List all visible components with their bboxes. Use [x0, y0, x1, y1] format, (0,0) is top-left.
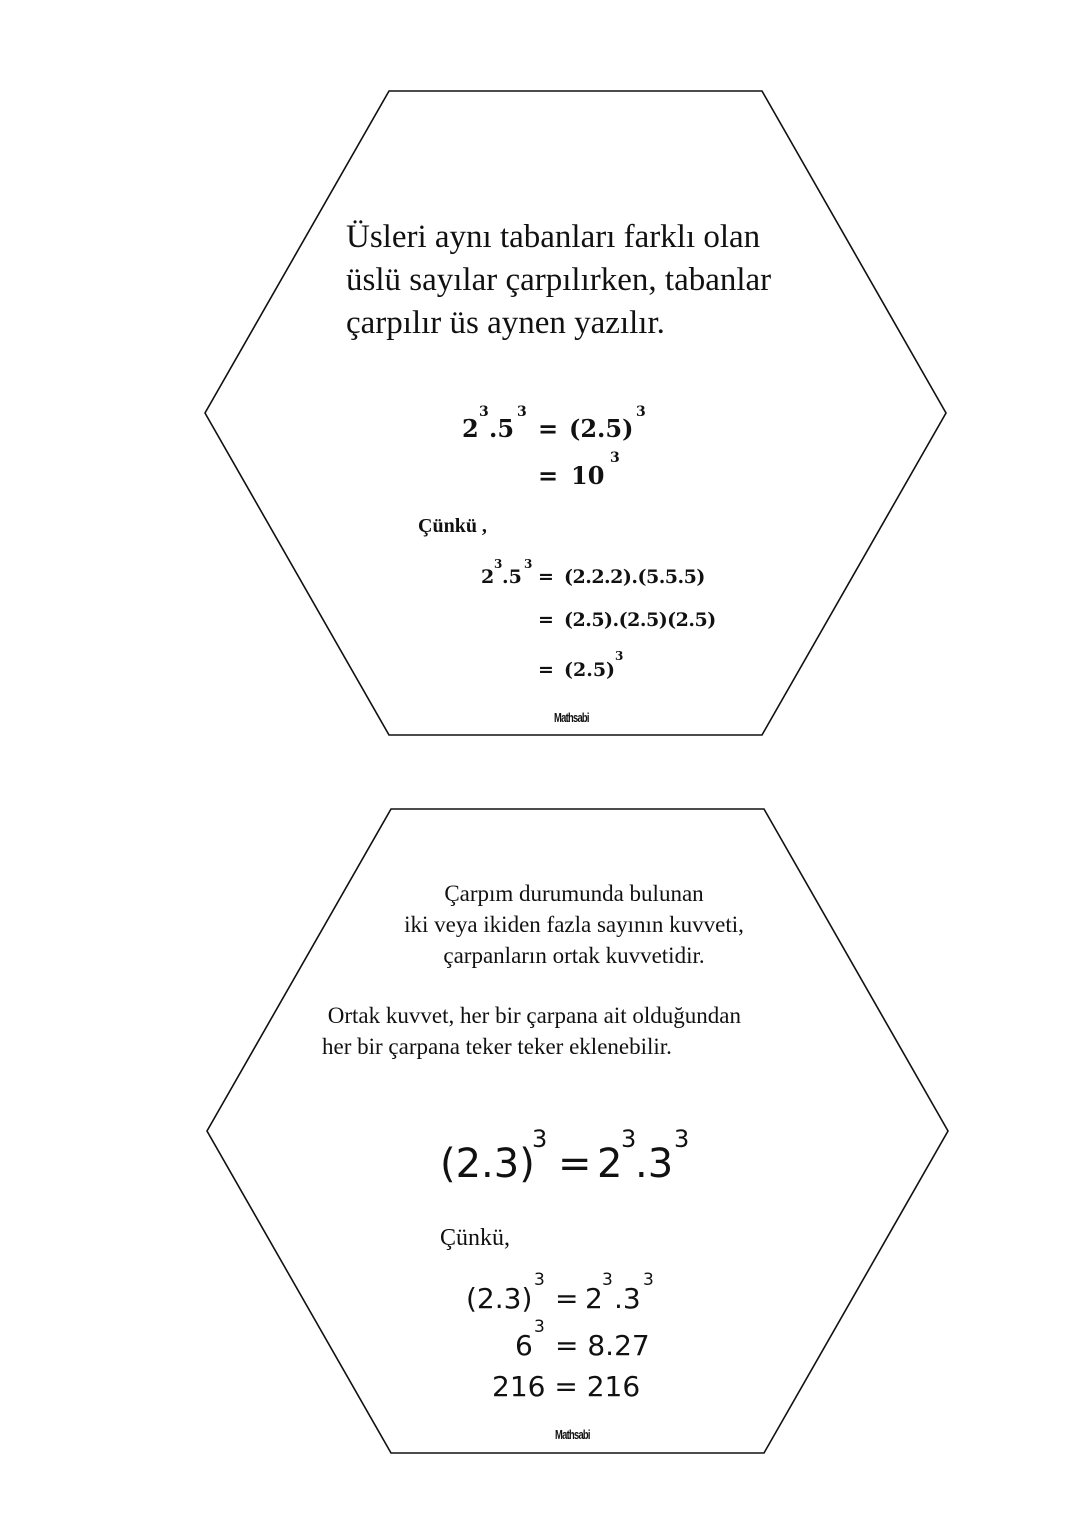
c2-eq1-equals: = — [555, 1282, 579, 1315]
eq3-base-a: 2 — [481, 566, 495, 588]
eq2-rhs-exp: 3 — [610, 450, 620, 466]
eq3-equals: = — [538, 566, 554, 588]
c2-eq1-lhs-exp: 3 — [534, 1270, 545, 1290]
card2-paragraph2-line-1: Ortak kuvvet, her bir çarpana ait olduğundan — [322, 1003, 741, 1028]
eq3-exp-a: 3 — [494, 557, 503, 571]
card1-paragraph-line-2: üslü sayılar çarpılırken, tabanlar — [346, 262, 772, 298]
eq1-exp-a: 3 — [479, 404, 489, 420]
big-eq-equals: = — [558, 1141, 592, 1187]
eq3-exp-b: 3 — [524, 557, 533, 571]
big-eq-lhs: (2.3) — [440, 1141, 535, 1187]
eq1-exp-b: 3 — [517, 404, 527, 420]
card1-paragraph-line-1: Üsleri aynı tabanları farklı olan — [346, 219, 761, 255]
big-eq-rhs-a-exp: 3 — [621, 1125, 637, 1153]
c2-eq1-rhs-b: .3 — [614, 1282, 641, 1315]
c2-eq1-rhs-a: 2 — [585, 1282, 603, 1315]
card2-watermark: Mathsabi — [555, 1427, 590, 1442]
eq1-equals: = — [538, 414, 559, 443]
card2-paragraph1-line-2: iki veya ikiden fazla sayının kuvveti, — [404, 912, 744, 937]
big-eq-rhs-b: .3 — [635, 1141, 674, 1187]
big-eq-lhs-exp: 3 — [532, 1125, 548, 1153]
c2-eq2-lhs-exp: 3 — [534, 1317, 545, 1337]
card1-cunku-label: Çünkü , — [418, 515, 487, 537]
card2-paragraph1-line-3: çarpanların ortak kuvvetidir. — [443, 943, 705, 968]
card2-paragraph1-line-1: Çarpım durumunda bulunan — [444, 881, 704, 906]
card2-cunku-label: Çünkü, — [440, 1225, 511, 1251]
c2-eq2-lhs: 6 — [515, 1329, 533, 1362]
big-eq-rhs-b-exp: 3 — [674, 1125, 690, 1153]
c2-eq2-rhs: = 8.27 — [555, 1329, 650, 1362]
eq1-rhs-exp: 3 — [636, 404, 646, 420]
card2-paragraph2-line-2: her bir çarpana teker teker eklenebilir. — [322, 1034, 672, 1059]
c2-eq1-rhs-a-exp: 3 — [602, 1270, 613, 1290]
card2-equation-3: 216 = 216 — [492, 1370, 641, 1403]
big-eq-rhs-a: 2 — [597, 1141, 623, 1187]
eq5-rhs-exp: 3 — [615, 649, 624, 663]
eq4-equals: = — [538, 609, 554, 631]
eq1-base-b: .5 — [489, 414, 515, 443]
hexagon-card-1-outline — [205, 91, 946, 735]
c2-eq1-rhs-b-exp: 3 — [643, 1270, 654, 1290]
card1-watermark: Mathsabi — [554, 710, 589, 725]
card1-paragraph-line-3: çarpılır üs aynen yazılır. — [346, 305, 665, 341]
eq1-base-a: 2 — [462, 414, 479, 443]
eq5-equals: = — [538, 659, 554, 681]
eq4-rhs: (2.5).(2.5)(2.5) — [564, 609, 716, 631]
eq2-equals: = — [538, 461, 559, 490]
eq3-base-b: .5 — [502, 566, 522, 588]
eq5-rhs: (2.5) — [564, 659, 616, 681]
c2-eq1-lhs: (2.3) — [466, 1282, 533, 1315]
eq3-rhs: (2.2.2).(5.5.5) — [564, 566, 705, 588]
eq1-rhs: (2.5) — [569, 414, 634, 443]
eq2-rhs: 10 — [571, 461, 605, 490]
